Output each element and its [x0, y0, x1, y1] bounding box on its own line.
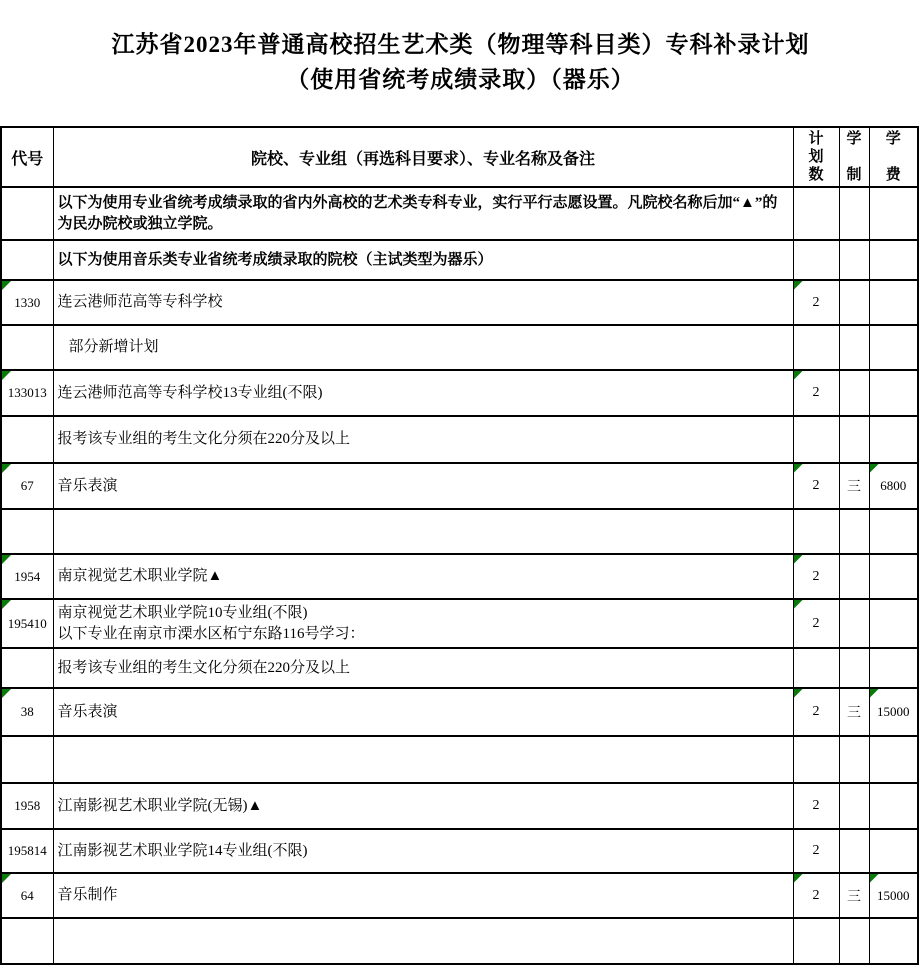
years-cell — [839, 829, 869, 873]
fee-cell — [869, 829, 918, 873]
code-cell — [1, 918, 53, 964]
plan-table — [0, 126, 919, 965]
desc-cell — [53, 325, 793, 370]
years-cell — [839, 918, 869, 964]
cell-corner-marker-icon — [870, 464, 879, 473]
years-value: 三 — [847, 706, 861, 721]
header-code: 代号 — [1, 127, 53, 187]
desc-text — [54, 656, 793, 681]
desc-line: 南京视觉艺术职业学院▲ — [57, 568, 223, 584]
desc-cell — [53, 736, 793, 783]
desc-cell — [53, 873, 793, 918]
desc-text — [54, 883, 793, 908]
plan-cell — [793, 325, 839, 370]
header-plan-vertical-text: 计 划 数 — [808, 131, 824, 183]
desc-cell — [53, 463, 793, 509]
fee-cell — [869, 736, 918, 783]
desc-line: 连云港师范高等专科学校 — [57, 294, 223, 310]
fee-cell — [869, 918, 918, 964]
fee-cell — [869, 325, 918, 370]
plan-cell — [793, 918, 839, 964]
fee-cell — [869, 648, 918, 688]
years-cell — [839, 873, 869, 918]
plan-value: 2 — [812, 615, 820, 631]
table-row — [1, 280, 918, 325]
code-cell — [1, 325, 53, 370]
plan-cell — [793, 463, 839, 509]
years-cell — [839, 783, 869, 829]
code-value: 1954 — [14, 568, 41, 584]
table-row — [1, 873, 918, 918]
code-value: 38 — [20, 704, 34, 719]
plan-cell — [793, 187, 839, 240]
desc-cell — [53, 554, 793, 599]
table-row — [1, 783, 918, 829]
years-cell — [839, 509, 869, 554]
cell-corner-marker-icon — [2, 464, 11, 473]
cell-corner-marker-icon — [794, 555, 803, 564]
header-plan — [793, 127, 839, 187]
table-row — [1, 187, 918, 240]
desc-text — [54, 474, 793, 499]
desc-text — [54, 335, 793, 360]
desc-text — [54, 939, 793, 943]
desc-cell — [53, 783, 793, 829]
code-cell — [1, 648, 53, 688]
table-row — [1, 370, 918, 416]
cell-corner-marker-icon — [2, 555, 11, 564]
fee-cell — [869, 240, 918, 280]
fee-cell — [869, 783, 918, 829]
cell-corner-marker-icon — [2, 874, 11, 883]
fee-cell — [869, 416, 918, 463]
desc-text — [54, 530, 793, 534]
cell-corner-marker-icon — [794, 874, 803, 883]
years-cell — [839, 240, 869, 280]
plan-value: 2 — [812, 294, 820, 310]
desc-line: 南京视觉艺术职业学院10专业组(不限) — [57, 604, 308, 621]
page-title-line1: 江苏省2023年普通高校招生艺术类（物理等科目类）专科补录计划 — [111, 32, 810, 57]
desc-text — [54, 564, 793, 589]
years-cell — [839, 370, 869, 416]
plan-cell — [793, 240, 839, 280]
table-row — [1, 509, 918, 554]
code-value: 67 — [20, 478, 34, 493]
cell-corner-marker-icon — [794, 689, 803, 698]
code-cell — [1, 187, 53, 240]
header-row — [1, 127, 918, 187]
plan-cell — [793, 736, 839, 783]
fee-cell — [869, 187, 918, 240]
desc-cell — [53, 918, 793, 964]
code-cell — [1, 240, 53, 280]
desc-line: 音乐表演 — [57, 477, 118, 494]
desc-line: 江南影视艺术职业学院14专业组(不限) — [57, 842, 308, 859]
plan-cell — [793, 416, 839, 463]
plan-cell — [793, 280, 839, 325]
desc-line: 报考该专业组的考生文化分须在220分及以上 — [57, 659, 351, 676]
code-value: 133013 — [7, 385, 47, 400]
plan-value: 2 — [812, 704, 820, 719]
cell-corner-marker-icon — [2, 281, 11, 290]
cell-corner-marker-icon — [2, 371, 11, 380]
years-cell — [839, 736, 869, 783]
desc-text — [54, 191, 793, 237]
desc-cell — [53, 240, 793, 280]
years-cell — [839, 187, 869, 240]
cell-corner-marker-icon — [2, 600, 11, 609]
table-row — [1, 463, 918, 509]
cell-corner-marker-icon — [794, 464, 803, 473]
header-main: 院校、专业组（再选科目要求）、专业名称及备注 — [53, 127, 793, 187]
plan-cell — [793, 783, 839, 829]
plan-cell — [793, 509, 839, 554]
plan-cell — [793, 829, 839, 873]
fee-value: 15000 — [877, 704, 910, 719]
desc-cell — [53, 829, 793, 873]
code-value: 1330 — [14, 294, 41, 310]
years-cell — [839, 599, 869, 648]
fee-value: 15000 — [877, 887, 910, 903]
plan-cell — [793, 554, 839, 599]
code-cell — [1, 554, 53, 599]
code-value: 195410 — [7, 615, 47, 631]
desc-line: 连云港师范高等专科学校13专业组(不限) — [57, 384, 323, 401]
years-cell — [839, 280, 869, 325]
years-value: 三 — [847, 889, 861, 905]
plan-value: 2 — [812, 385, 820, 400]
desc-line: 以下为使用音乐类专业省统考成绩录取的院校（主试类型为器乐） — [57, 251, 493, 268]
plan-cell — [793, 599, 839, 648]
years-cell — [839, 688, 869, 736]
header-fee-vertical-text: 学 费 — [885, 131, 901, 183]
fee-value: 6800 — [880, 478, 907, 493]
desc-line: 以下为使用专业省统考成绩录取的省内外高校的艺术类专科专业，实行平行志愿设置。凡院校名称后加“▲”的为民办院校或独立学院。 — [57, 194, 778, 232]
cell-corner-marker-icon — [870, 689, 879, 698]
desc-line: 音乐表演 — [57, 703, 118, 720]
fee-cell — [869, 370, 918, 416]
years-cell — [839, 416, 869, 463]
desc-line: 江南影视艺术职业学院(无锡)▲ — [57, 797, 263, 814]
fee-cell — [869, 509, 918, 554]
fee-cell — [869, 463, 918, 509]
page-title — [0, 0, 921, 97]
desc-line: 以下专业在南京市溧水区柘宁东路116号学习： — [57, 625, 365, 642]
header-years-vertical-text: 学 制 — [846, 131, 862, 183]
fee-cell — [869, 554, 918, 599]
cell-corner-marker-icon — [794, 371, 803, 380]
table-row — [1, 599, 918, 648]
code-cell — [1, 280, 53, 325]
desc-text — [54, 381, 793, 406]
table-row — [1, 554, 918, 599]
years-cell — [839, 554, 869, 599]
plan-cell — [793, 873, 839, 918]
desc-cell — [53, 416, 793, 463]
code-value: 64 — [20, 887, 34, 903]
desc-cell — [53, 599, 793, 648]
table-row — [1, 918, 918, 964]
cell-corner-marker-icon — [794, 281, 803, 290]
table-row — [1, 829, 918, 873]
desc-cell — [53, 370, 793, 416]
table-row — [1, 240, 918, 280]
plan-cell — [793, 370, 839, 416]
years-cell — [839, 463, 869, 509]
fee-cell — [869, 873, 918, 918]
desc-line: 部分新增计划 — [68, 339, 159, 355]
cell-corner-marker-icon — [870, 874, 879, 883]
code-value: 195814 — [7, 843, 47, 858]
desc-line: 报考该专业组的考生文化分须在220分及以上 — [57, 431, 351, 447]
code-cell — [1, 463, 53, 509]
desc-cell — [53, 280, 793, 325]
table-row — [1, 325, 918, 370]
table-row — [1, 416, 918, 463]
cell-corner-marker-icon — [2, 689, 11, 698]
desc-text — [54, 290, 793, 315]
table-row — [1, 736, 918, 783]
desc-cell — [53, 688, 793, 736]
code-cell — [1, 416, 53, 463]
header-fee — [869, 127, 918, 187]
desc-text — [54, 794, 793, 819]
plan-cell — [793, 688, 839, 736]
code-value: 1958 — [14, 798, 41, 813]
code-cell — [1, 599, 53, 648]
plan-value: 2 — [812, 798, 820, 813]
code-cell — [1, 509, 53, 554]
code-cell — [1, 783, 53, 829]
desc-text — [54, 248, 793, 273]
cell-corner-marker-icon — [794, 600, 803, 609]
fee-cell — [869, 688, 918, 736]
plan-value: 2 — [812, 478, 820, 493]
code-cell — [1, 829, 53, 873]
desc-cell — [53, 648, 793, 688]
desc-text — [54, 427, 793, 452]
plan-value: 2 — [812, 568, 820, 584]
header-years — [839, 127, 869, 187]
desc-text — [54, 700, 793, 725]
table-row — [1, 648, 918, 688]
years-cell — [839, 325, 869, 370]
plan-table-body — [1, 187, 918, 964]
fee-cell — [869, 280, 918, 325]
desc-text — [54, 839, 793, 864]
years-value: 三 — [847, 480, 861, 495]
fee-cell — [869, 599, 918, 648]
years-cell — [839, 648, 869, 688]
table-row — [1, 688, 918, 736]
desc-cell — [53, 187, 793, 240]
desc-text — [54, 601, 793, 647]
code-cell — [1, 370, 53, 416]
plan-value: 2 — [812, 843, 820, 858]
desc-line: 音乐制作 — [57, 887, 118, 903]
desc-cell — [53, 509, 793, 554]
page-title-line2: （使用省统考成绩录取）（器乐） — [286, 67, 635, 92]
desc-text — [54, 758, 793, 762]
code-cell — [1, 688, 53, 736]
plan-value: 2 — [812, 887, 820, 903]
code-cell — [1, 873, 53, 918]
code-cell — [1, 736, 53, 783]
plan-cell — [793, 648, 839, 688]
